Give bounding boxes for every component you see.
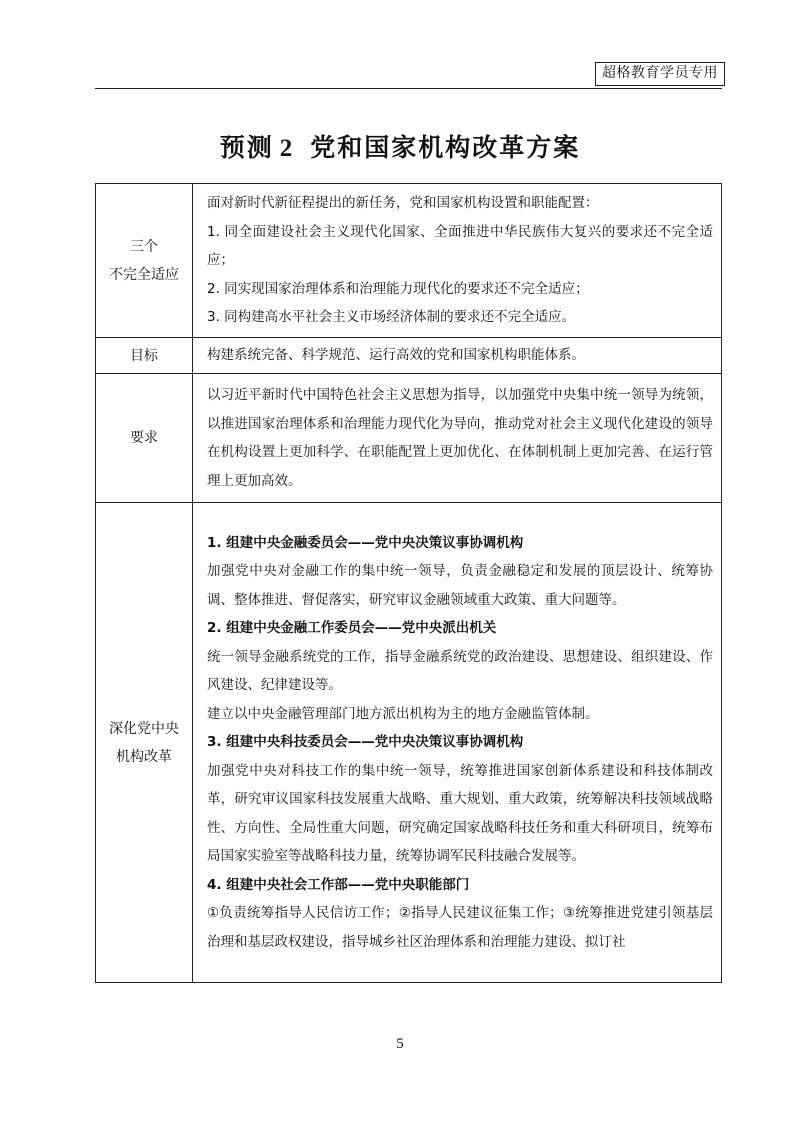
reform-item-heading: 3. 组建中央科技委员会——党中央决策议事协调机构 bbox=[207, 734, 524, 751]
reform-item-heading: 4. 组建中央社会工作部——党中央职能部门 bbox=[207, 876, 470, 893]
content-three-adaptations bbox=[193, 184, 722, 338]
page-number: 5 bbox=[396, 1036, 404, 1052]
content-requirements: 以习近平新时代中国特色社会主义思想为指导，以加强党中央集中统一领导为统领，以推进国家治理体系和治理能力现代化为导向，推动党对社会主义现代化建设的领导在机构设置上更加科学、在职能配置上更加优化、在体制机制上更加完善、在运行管理上更加高效。 bbox=[193, 374, 722, 503]
content-deepen-reform bbox=[193, 503, 722, 983]
page-title bbox=[0, 128, 800, 164]
adapt-intro: 面对新时代新征程提出的新任务，党和国家机构设置和职能配置： bbox=[207, 195, 599, 212]
reform-item-heading: 2. 组建中央金融工作委员会——党中央派出机关 bbox=[207, 620, 497, 637]
reform-item-text: 加强党中央对科技工作的集中统一领导，统筹推进国家创新体系建设和科技体制改革，研究审议国家科技发展重大战略、重大规划、重大政策，统筹解决科技领域战略性、方向性、全局性重大问题，研究确定国家战略科技任务和重大科研项目，统筹布局国家实验室等战略科技力量，统筹协调军民科技融合发展等。 bbox=[207, 762, 713, 865]
label-requirements: 要求 bbox=[96, 374, 193, 503]
label-goal: 目标 bbox=[96, 338, 193, 374]
adapt-item-1: 1. 同全面建设社会主义现代化国家、全面推进中华民族伟大复兴的要求还不完全适应； bbox=[207, 223, 713, 269]
reform-item-text: 加强党中央对金融工作的集中统一领导，负责金融稳定和发展的顶层设计、统筹协调、整体推进、督促落实，研究审议金融领域重大政策、重大问题等。 bbox=[207, 563, 713, 608]
reform-plan-table bbox=[95, 183, 722, 983]
adapt-item-3: 3. 同构建高水平社会主义市场经济体制的要求还不完全适应。 bbox=[207, 309, 576, 326]
reform-item-text: 建立以中央金融管理部门地方派出机构为主的地方金融监管体制。 bbox=[207, 705, 599, 722]
label-deepen-reform: 深化党中央 机构改革 bbox=[96, 503, 193, 983]
row-three-adaptations bbox=[96, 184, 722, 338]
row-deepen-reform bbox=[96, 503, 722, 983]
row-requirements bbox=[96, 374, 722, 503]
label-three-adaptations: 三个 不完全适应 bbox=[96, 184, 193, 338]
reform-item-text: 统一领导金融系统党的工作，指导金融系统党的政治建设、思想建设、组织建设、作风建设、纪律建设等。 bbox=[207, 648, 713, 694]
header-rule bbox=[95, 88, 722, 89]
reform-item-heading: 1. 组建中央金融委员会——党中央决策议事协调机构 bbox=[207, 534, 524, 551]
title-number: 2 bbox=[279, 135, 295, 162]
row-goal bbox=[96, 338, 722, 374]
student-badge: 超格教育学员专用 bbox=[595, 62, 725, 86]
reform-item-text: ①负责统筹指导人民信访工作；②指导人民建议征集工作；③统筹推进党建引领基层治理和基层政权建设，指导城乡社区治理体系和治理能力建设、拟订社 bbox=[207, 905, 713, 950]
title-prefix: 预测 bbox=[219, 133, 274, 162]
content-goal: 构建系统完备、科学规范、运行高效的党和国家机构职能体系。 bbox=[193, 338, 722, 374]
title-main: 党和国家机构改革方案 bbox=[310, 133, 581, 162]
adapt-item-2: 2. 同实现国家治理体系和治理能力现代化的要求还不完全适应； bbox=[207, 280, 589, 297]
